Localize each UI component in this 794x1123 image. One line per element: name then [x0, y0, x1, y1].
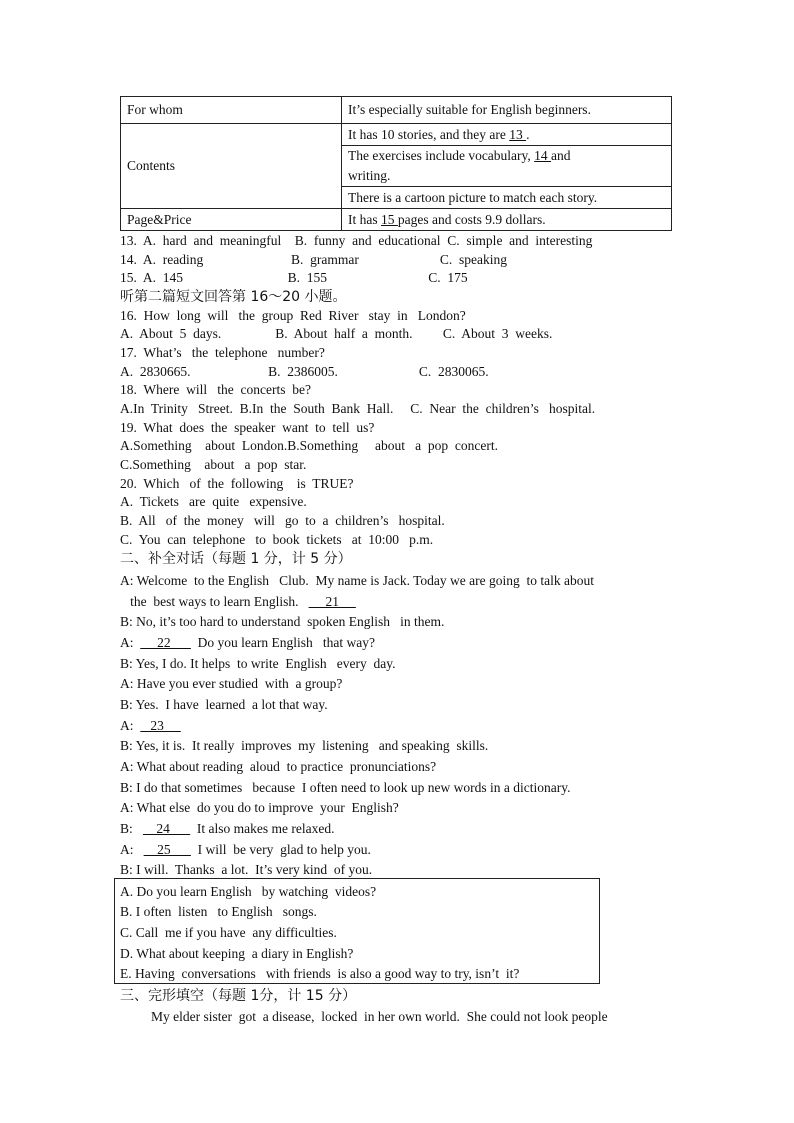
- question-13: 13. A. hard and meaningful B. funny and educational C. simple and interesting: [120, 233, 593, 248]
- question-20: 20. Which of the following is TRUE?: [120, 476, 354, 491]
- dialogue-section-title: 二、补全对话（每题 1 分，计 5 分）: [120, 551, 352, 567]
- dialogue-text: It also makes me relaxed.: [190, 821, 335, 836]
- dialogue-line: B: I do that sometimes because I often need to look up new words in a dictionary.: [120, 780, 571, 795]
- option-d: D. What about keeping a diary in English?: [120, 946, 354, 961]
- blank-22: 22: [140, 635, 191, 650]
- dialogue-line: A: What about reading aloud to practice pronunciations?: [120, 759, 437, 774]
- dialogue-line: [120, 593, 356, 611]
- table-value-stories: [342, 124, 672, 146]
- table-text: It has 10 stories, and they are: [348, 126, 510, 142]
- dialogue-text: the best ways to learn English.: [120, 594, 309, 609]
- question-16-options: A. About 5 days. B. About half a month. C. About 3 weeks.: [120, 326, 553, 341]
- dialogue-line: A: Have you ever studied with a group?: [120, 676, 343, 691]
- option-a: A. Do you learn English by watching videos?: [120, 884, 377, 899]
- blank-25: 25: [143, 842, 191, 857]
- table-row: [121, 209, 672, 231]
- question-20-option-a: A. Tickets are quite expensive.: [120, 494, 307, 509]
- dialogue-line: B: Yes. I have learned a lot that way.: [120, 697, 328, 712]
- dialogue-line: B: No, it’s too hard to understand spoken English in them.: [120, 614, 445, 629]
- blank-24: 24: [142, 821, 191, 836]
- table-text: and: [551, 148, 571, 163]
- dialogue-line: A: What else do you do to improve your English?: [120, 800, 399, 815]
- dialogue-line: B: Yes, I do. It helps to write English every day.: [120, 656, 396, 671]
- dialogue-text: A:: [120, 842, 144, 857]
- question-18: 18. Where will the concerts be?: [120, 382, 311, 397]
- question-19: 19. What does the speaker want to tell us?: [120, 420, 375, 435]
- cloze-section-title: 三、完形填空（每题 1分，计 15 分）: [120, 988, 357, 1004]
- section-heading-passage-2: 听第二篇短文回答第 16～20 小题。: [120, 289, 347, 305]
- table-value-exercises: [342, 146, 672, 187]
- dialogue-text: A:: [120, 635, 141, 650]
- dialogue-line: [120, 634, 375, 652]
- table-text: writing.: [348, 168, 391, 183]
- table-label-for-whom: For whom: [121, 97, 342, 124]
- table-label-page-price: Page&Price: [121, 209, 342, 231]
- blank-13: 13: [509, 126, 527, 142]
- question-20-option-c: C. You can telephone to book tickets at 10:00 p.m.: [120, 532, 434, 547]
- table-row: [121, 97, 672, 124]
- blank-21: 21: [308, 594, 356, 609]
- dialogue-line: [120, 820, 334, 838]
- table-text: .: [526, 126, 530, 142]
- question-14: 14. A. reading B. grammar C. speaking: [120, 252, 507, 267]
- blank-15: 15: [381, 211, 398, 227]
- table-text: It has: [348, 211, 381, 227]
- table-value-page-price: [342, 209, 672, 231]
- table-label-contents: Contents: [121, 124, 342, 209]
- question-15: 15. A. 145 B. 155 C. 175: [120, 270, 468, 285]
- question-18-options: A.In Trinity Street. B.In the South Bank Hall. C. Near the children’s hospital.: [120, 401, 596, 416]
- question-17-options: A. 2830665. B. 2386005. C. 2830065.: [120, 364, 489, 379]
- table-row: [121, 124, 672, 146]
- dialogue-line: A: Welcome to the English Club. My name is Jack. Today we are going to talk about: [120, 573, 595, 588]
- dialogue-line: [120, 841, 371, 859]
- dialogue-text: B:: [120, 821, 143, 836]
- table-value-cartoon: There is a cartoon picture to match each story.: [342, 187, 672, 209]
- blank-23: 23: [140, 718, 181, 733]
- table-value-for-whom: It’s especially suitable for English beginners.: [342, 97, 672, 124]
- book-info-table: [120, 96, 672, 231]
- option-c: C. Call me if you have any difficulties.: [120, 925, 337, 940]
- dialogue-line: B: I will. Thanks a lot. It’s very kind of you.: [120, 862, 373, 877]
- dialogue-text: Do you learn English that way?: [190, 635, 375, 650]
- option-e: E. Having conversations with friends is also a good way to try, isn’t it?: [120, 966, 520, 981]
- question-19-options-a: A.Something about London.B.Something about a pop concert.: [120, 438, 498, 453]
- question-17: 17. What’s the telephone number?: [120, 345, 325, 360]
- table-text: The exercises include vocabulary,: [348, 148, 535, 163]
- question-16: 16. How long will the group Red River stay in London?: [120, 308, 466, 323]
- option-b: B. I often listen to English songs.: [120, 904, 317, 919]
- dialogue-line: B: Yes, it is. It really improves my listening and speaking skills.: [120, 738, 489, 753]
- table-text: pages and costs 9.9 dollars.: [397, 211, 546, 227]
- blank-14: 14: [534, 148, 552, 163]
- dialogue-text: I will be very glad to help you.: [190, 842, 371, 857]
- cloze-passage-line: My elder sister got a disease, locked in her own world. She could not look people: [151, 1009, 608, 1024]
- question-20-option-b: B. All of the money will go to a children’s hospital.: [120, 513, 445, 528]
- dialogue-line: [120, 717, 181, 735]
- question-19-options-b: C.Something about a pop star.: [120, 457, 307, 472]
- dialogue-text: A:: [120, 718, 141, 733]
